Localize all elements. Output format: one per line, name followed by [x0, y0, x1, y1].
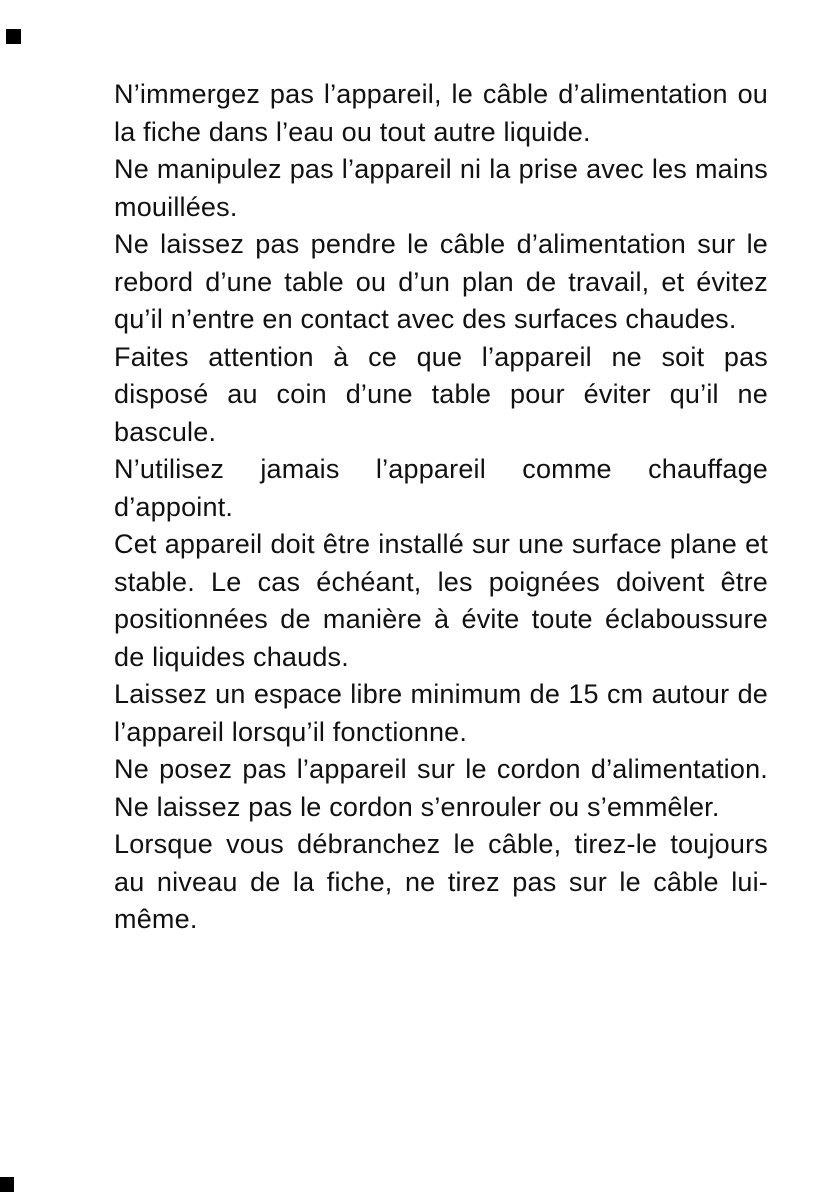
paragraph-table-edge-warning: Faites attention à ce que l’appareil ne soit pas disposé au coin d’une table pour éviter qu’il ne bascule. — [114, 341, 768, 447]
paragraph-heater-warning: N’utilisez jamais l’appareil comme chauffage d’appoint. — [114, 454, 768, 522]
paragraph-stable-surface-instruction: Cet appareil doit être installé sur une surface plane et stable. Le cas échéant, les poignées doivent être positionnées de manière à évite toute éclaboussure de liquides chauds. — [114, 529, 768, 672]
paragraph-immersion-warning: N’immergez pas l’appareil, le câble d’alimentation ou la fiche dans l’eau ou tout autre liquide. — [114, 79, 768, 147]
paragraph-unplugging-instruction: Lorsque vous débranchez le câble, tirez-le toujours au niveau de la fiche, ne tirez pas sur le câble lui-même. — [114, 829, 768, 934]
paragraph-clearance-instruction: Laissez un espace libre minimum de 15 cm autour de l’appareil lorsqu’il fonctionne. — [114, 679, 768, 747]
paragraph-wet-hands-warning: Ne manipulez pas l’appareil ni la prise avec les mains mouillées. — [114, 154, 768, 222]
scan-mark-top-left — [6, 29, 21, 44]
paragraph-cord-placement-warning: Ne posez pas l’appareil sur le cordon d’alimentation. Ne laissez pas le cordon s’enrouler ou s’emmêler. — [114, 754, 768, 822]
scan-mark-bottom-left — [0, 1177, 14, 1192]
safety-instructions-text-block — [114, 76, 768, 939]
paragraph-cable-hanging-warning: Ne laissez pas pendre le câble d’alimentation sur le rebord d’une table ou d’un plan de travail, et évitez qu’il n’entre en contact avec des surfaces chaudes. — [114, 229, 768, 334]
